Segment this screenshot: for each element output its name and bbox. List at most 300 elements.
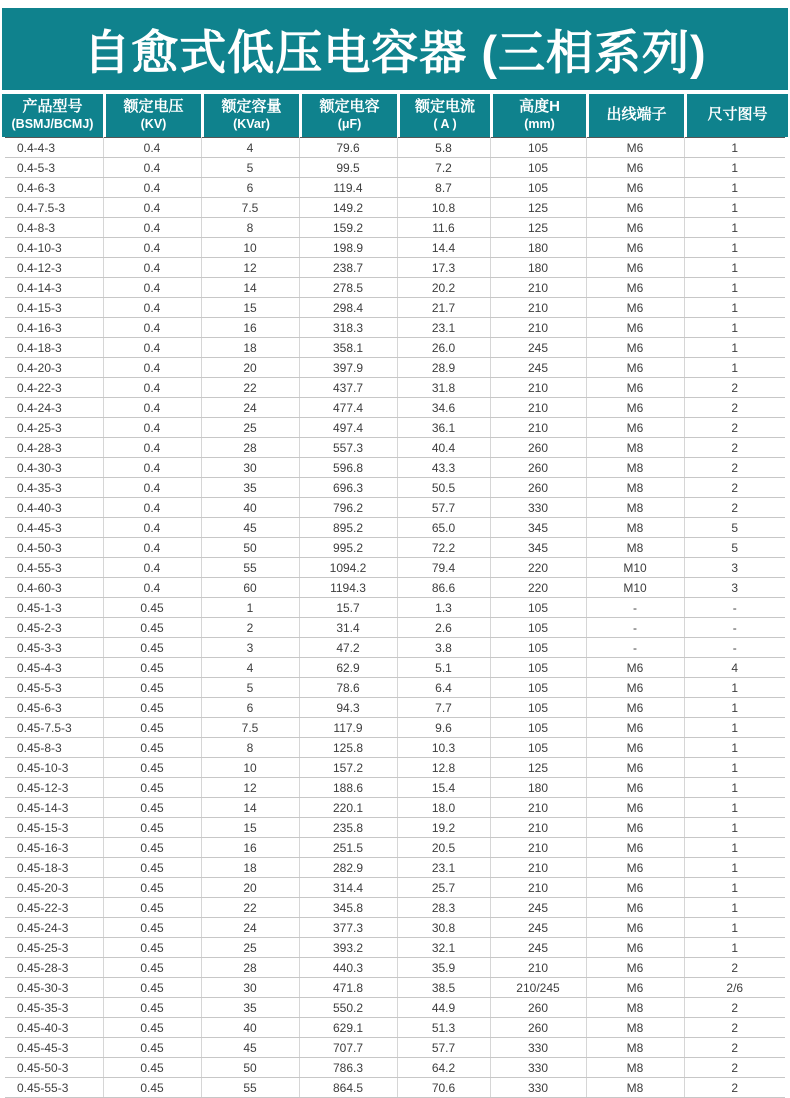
table-row (5, 258, 785, 278)
table-cell-col6: M6 (586, 858, 684, 878)
table-cell-col7: 1 (684, 158, 785, 178)
table-cell-col3: 99.5 (299, 158, 397, 178)
table-cell-col6: M6 (586, 958, 684, 978)
table-cell-col2: 40 (201, 1018, 299, 1038)
table-cell-col6: M8 (586, 538, 684, 558)
table-cell-col2: 15 (201, 298, 299, 318)
table-cell-col5: 210 (490, 418, 586, 438)
table-cell-col3: 497.4 (299, 418, 397, 438)
table-cell-col4: 43.3 (397, 458, 490, 478)
table-cell-col1: 0.45 (103, 618, 201, 638)
table-cell-col5: 210 (490, 298, 586, 318)
table-cell-col3: 298.4 (299, 298, 397, 318)
table-cell-col2: 30 (201, 458, 299, 478)
table-cell-col3: 125.8 (299, 738, 397, 758)
table-cell-col4: 7.2 (397, 158, 490, 178)
table-cell-col7: 1 (684, 338, 785, 358)
column-header-1 (106, 94, 201, 137)
table-cell-col6: M6 (586, 378, 684, 398)
table-row (5, 918, 785, 938)
table-row (5, 818, 785, 838)
table-cell-col2: 24 (201, 918, 299, 938)
table-cell-col0: 0.45-28-3 (5, 958, 103, 978)
table-row (5, 498, 785, 518)
table-cell-col5: 220 (490, 578, 586, 598)
column-header-label: 额定容量 (221, 98, 282, 116)
table-cell-col0: 0.4-16-3 (5, 318, 103, 338)
table-row (5, 298, 785, 318)
table-cell-col3: 707.7 (299, 1038, 397, 1058)
table-cell-col6: M6 (586, 678, 684, 698)
table-row (5, 138, 785, 158)
table-cell-col2: 2 (201, 618, 299, 638)
table-cell-col3: 79.6 (299, 138, 397, 158)
table-cell-col2: 14 (201, 278, 299, 298)
table-cell-col2: 10 (201, 238, 299, 258)
table-cell-col7: 1 (684, 918, 785, 938)
table-row (5, 998, 785, 1018)
table-cell-col0: 0.4-20-3 (5, 358, 103, 378)
table-cell-col5: 105 (490, 738, 586, 758)
table-cell-col5: 105 (490, 718, 586, 738)
table-cell-col4: 18.0 (397, 798, 490, 818)
table-row (5, 758, 785, 778)
table-cell-col7: 1 (684, 198, 785, 218)
table-cell-col6: M6 (586, 238, 684, 258)
table-cell-col7: 1 (684, 838, 785, 858)
table-cell-col3: 550.2 (299, 998, 397, 1018)
table-cell-col3: 440.3 (299, 958, 397, 978)
table-cell-col1: 0.4 (103, 478, 201, 498)
table-cell-col5: 210 (490, 818, 586, 838)
table-cell-col1: 0.4 (103, 378, 201, 398)
table-cell-col6: M6 (586, 818, 684, 838)
table-cell-col5: 260 (490, 458, 586, 478)
table-row (5, 938, 785, 958)
table-cell-col6: M6 (586, 658, 684, 678)
table-cell-col1: 0.4 (103, 258, 201, 278)
table-cell-col4: 31.8 (397, 378, 490, 398)
table-cell-col3: 278.5 (299, 278, 397, 298)
table-cell-col4: 64.2 (397, 1058, 490, 1078)
table-cell-col7: 2 (684, 378, 785, 398)
table-cell-col2: 18 (201, 338, 299, 358)
table-cell-col3: 557.3 (299, 438, 397, 458)
table-cell-col2: 5 (201, 678, 299, 698)
table-cell-col6: M6 (586, 918, 684, 938)
table-cell-col6: M6 (586, 338, 684, 358)
table-cell-col1: 0.4 (103, 458, 201, 478)
table-cell-col1: 0.45 (103, 798, 201, 818)
table-cell-col7: 2 (684, 478, 785, 498)
table-cell-col5: 105 (490, 698, 586, 718)
table-cell-col0: 0.45-6-3 (5, 698, 103, 718)
table-cell-col0: 0.4-5-3 (5, 158, 103, 178)
table-cell-col6: M6 (586, 198, 684, 218)
table-cell-col2: 3 (201, 638, 299, 658)
column-header-label: 高度H (519, 98, 560, 116)
table-cell-col7: 1 (684, 258, 785, 278)
table-cell-col3: 397.9 (299, 358, 397, 378)
table-cell-col2: 30 (201, 978, 299, 998)
table-cell-col7: 4 (684, 658, 785, 678)
table-cell-col0: 0.45-2-3 (5, 618, 103, 638)
table-cell-col0: 0.4-4-3 (5, 138, 103, 158)
table-cell-col4: 5.8 (397, 138, 490, 158)
table-cell-col1: 0.45 (103, 1078, 201, 1098)
table-cell-col0: 0.45-45-3 (5, 1038, 103, 1058)
table-cell-col7: 2 (684, 418, 785, 438)
table-cell-col0: 0.4-30-3 (5, 458, 103, 478)
table-row (5, 878, 785, 898)
table-row (5, 318, 785, 338)
table-cell-col5: 245 (490, 898, 586, 918)
table-cell-col4: 21.7 (397, 298, 490, 318)
table-cell-col3: 282.9 (299, 858, 397, 878)
table-cell-col6: M8 (586, 1078, 684, 1098)
table-cell-col0: 0.4-50-3 (5, 538, 103, 558)
table-cell-col2: 16 (201, 318, 299, 338)
table-cell-col1: 0.4 (103, 158, 201, 178)
table-cell-col3: 117.9 (299, 718, 397, 738)
table-cell-col6: M8 (586, 1038, 684, 1058)
table-cell-col7: 2 (684, 498, 785, 518)
table-cell-col1: 0.45 (103, 758, 201, 778)
table-cell-col5: 105 (490, 158, 586, 178)
table-cell-col4: 30.8 (397, 918, 490, 938)
table-cell-col3: 94.3 (299, 698, 397, 718)
table-cell-col2: 24 (201, 398, 299, 418)
table-cell-col3: 345.8 (299, 898, 397, 918)
table-cell-col6: M10 (586, 578, 684, 598)
table-cell-col6: M6 (586, 178, 684, 198)
table-cell-col4: 57.7 (397, 1038, 490, 1058)
table-row (5, 618, 785, 638)
table-cell-col1: 0.4 (103, 138, 201, 158)
table-cell-col4: 34.6 (397, 398, 490, 418)
table-cell-col0: 0.4-22-3 (5, 378, 103, 398)
table-cell-col4: 36.1 (397, 418, 490, 438)
table-row (5, 518, 785, 538)
table-cell-col4: 12.8 (397, 758, 490, 778)
table-cell-col0: 0.4-8-3 (5, 218, 103, 238)
table-cell-col7: 1 (684, 218, 785, 238)
table-cell-col3: 437.7 (299, 378, 397, 398)
table-cell-col6: M6 (586, 138, 684, 158)
table-cell-col1: 0.45 (103, 678, 201, 698)
table-cell-col0: 0.45-22-3 (5, 898, 103, 918)
table-cell-col7: 2 (684, 1078, 785, 1098)
table-cell-col1: 0.4 (103, 418, 201, 438)
table-cell-col5: 260 (490, 478, 586, 498)
table-cell-col0: 0.45-1-3 (5, 598, 103, 618)
table-cell-col6: M6 (586, 158, 684, 178)
table-cell-col2: 25 (201, 418, 299, 438)
table-cell-col6: M6 (586, 898, 684, 918)
table-cell-col1: 0.4 (103, 358, 201, 378)
table-cell-col2: 22 (201, 898, 299, 918)
table-cell-col2: 28 (201, 958, 299, 978)
table-cell-col0: 0.4-35-3 (5, 478, 103, 498)
table-cell-col1: 0.45 (103, 658, 201, 678)
table-cell-col1: 0.45 (103, 858, 201, 878)
table-row (5, 1078, 785, 1098)
table-cell-col2: 20 (201, 358, 299, 378)
table-cell-col6: M8 (586, 458, 684, 478)
table-row (5, 718, 785, 738)
table-cell-col2: 18 (201, 858, 299, 878)
table-cell-col0: 0.45-15-3 (5, 818, 103, 838)
table-cell-col0: 0.45-30-3 (5, 978, 103, 998)
column-header-unit: (μF) (337, 117, 362, 132)
table-cell-col4: 5.1 (397, 658, 490, 678)
table-cell-col1: 0.45 (103, 598, 201, 618)
table-cell-col0: 0.45-8-3 (5, 738, 103, 758)
column-header-label: 额定电流 (414, 98, 475, 116)
table-cell-col2: 10 (201, 758, 299, 778)
table-cell-col7: 1 (684, 278, 785, 298)
table-cell-col4: 70.6 (397, 1078, 490, 1098)
table-cell-col6: M6 (586, 398, 684, 418)
table-cell-col3: 251.5 (299, 838, 397, 858)
table-cell-col4: 23.1 (397, 858, 490, 878)
table-cell-col7: 1 (684, 298, 785, 318)
table-cell-col2: 7.5 (201, 198, 299, 218)
table-cell-col3: 119.4 (299, 178, 397, 198)
table-cell-col3: 696.3 (299, 478, 397, 498)
table-cell-col6: M6 (586, 838, 684, 858)
table-cell-col6: M6 (586, 798, 684, 818)
table-cell-col4: 35.9 (397, 958, 490, 978)
table-cell-col0: 0.45-55-3 (5, 1078, 103, 1098)
table-row (5, 238, 785, 258)
table-cell-col7: 1 (684, 138, 785, 158)
table-cell-col4: 32.1 (397, 938, 490, 958)
table-cell-col5: 220 (490, 558, 586, 578)
table-cell-col3: 149.2 (299, 198, 397, 218)
table-cell-col2: 6 (201, 698, 299, 718)
table-cell-col4: 2.6 (397, 618, 490, 638)
table-cell-col0: 0.4-14-3 (5, 278, 103, 298)
table-cell-col7: 2 (684, 1058, 785, 1078)
table-cell-col2: 12 (201, 258, 299, 278)
column-header-4 (400, 94, 490, 137)
table-row (5, 838, 785, 858)
table-row (5, 418, 785, 438)
table-cell-col7: 2 (684, 1038, 785, 1058)
column-header-label: 尺寸图号 (707, 106, 768, 124)
column-header-6 (589, 94, 684, 137)
table-cell-col1: 0.45 (103, 838, 201, 858)
table-cell-col6: M6 (586, 278, 684, 298)
table-cell-col5: 210 (490, 878, 586, 898)
table-cell-col5: 210 (490, 378, 586, 398)
table-cell-col5: 210 (490, 858, 586, 878)
table-cell-col0: 0.45-40-3 (5, 1018, 103, 1038)
table-cell-col1: 0.45 (103, 718, 201, 738)
table-cell-col6: M6 (586, 358, 684, 378)
table-cell-col7: 1 (684, 878, 785, 898)
table-cell-col0: 0.4-40-3 (5, 498, 103, 518)
table-cell-col3: 786.3 (299, 1058, 397, 1078)
table-cell-col4: 1.3 (397, 598, 490, 618)
table-cell-col5: 260 (490, 438, 586, 458)
table-cell-col2: 6 (201, 178, 299, 198)
table-cell-col3: 220.1 (299, 798, 397, 818)
table-cell-col1: 0.45 (103, 698, 201, 718)
table-cell-col5: 210 (490, 398, 586, 418)
table-cell-col1: 0.4 (103, 278, 201, 298)
table-row (5, 158, 785, 178)
table-cell-col5: 105 (490, 178, 586, 198)
table-cell-col4: 28.9 (397, 358, 490, 378)
table-cell-col5: 125 (490, 758, 586, 778)
table-cell-col1: 0.45 (103, 918, 201, 938)
table-cell-col0: 0.45-5-3 (5, 678, 103, 698)
table-cell-col7: 1 (684, 738, 785, 758)
table-cell-col0: 0.45-14-3 (5, 798, 103, 818)
table-cell-col2: 5 (201, 158, 299, 178)
table-cell-col4: 9.6 (397, 718, 490, 738)
table-row (5, 638, 785, 658)
table-cell-col0: 0.4-7.5-3 (5, 198, 103, 218)
table-cell-col7: 1 (684, 718, 785, 738)
table-cell-col7: 2 (684, 1018, 785, 1038)
table-cell-col0: 0.45-4-3 (5, 658, 103, 678)
column-header-2 (204, 94, 299, 137)
table-cell-col2: 4 (201, 658, 299, 678)
table-cell-col4: 23.1 (397, 318, 490, 338)
column-header-unit: (mm) (524, 117, 555, 132)
table-cell-col7: 1 (684, 938, 785, 958)
table-cell-col7: 5 (684, 518, 785, 538)
table-cell-col7: 2 (684, 398, 785, 418)
table-row (5, 338, 785, 358)
column-header-label: 出线端子 (606, 106, 667, 124)
table-cell-col0: 0.4-18-3 (5, 338, 103, 358)
table-row (5, 178, 785, 198)
table-cell-col2: 25 (201, 938, 299, 958)
table-cell-col2: 14 (201, 798, 299, 818)
table-cell-col2: 40 (201, 498, 299, 518)
table-cell-col5: 345 (490, 518, 586, 538)
table-cell-col2: 1 (201, 598, 299, 618)
table-cell-col3: 995.2 (299, 538, 397, 558)
table-row (5, 778, 785, 798)
table-cell-col0: 0.4-28-3 (5, 438, 103, 458)
table-cell-col6: M6 (586, 218, 684, 238)
table-row (5, 658, 785, 678)
table-cell-col7: 1 (684, 858, 785, 878)
table-cell-col5: 180 (490, 778, 586, 798)
table-row (5, 438, 785, 458)
table-cell-col4: 72.2 (397, 538, 490, 558)
table-cell-col0: 0.4-25-3 (5, 418, 103, 438)
table-cell-col5: 125 (490, 198, 586, 218)
table-row (5, 478, 785, 498)
table-cell-col1: 0.45 (103, 878, 201, 898)
table-cell-col0: 0.4-55-3 (5, 558, 103, 578)
table-cell-col0: 0.4-24-3 (5, 398, 103, 418)
table-row (5, 958, 785, 978)
table-cell-col7: - (684, 598, 785, 618)
table-cell-col1: 0.4 (103, 558, 201, 578)
table-cell-col2: 55 (201, 1078, 299, 1098)
table-cell-col7: 1 (684, 358, 785, 378)
table-cell-col2: 8 (201, 218, 299, 238)
table-cell-col0: 0.45-3-3 (5, 638, 103, 658)
table-cell-col5: 210/245 (490, 978, 586, 998)
table-cell-col5: 260 (490, 1018, 586, 1038)
column-header-unit: ( A ) (433, 117, 457, 132)
table-cell-col2: 35 (201, 478, 299, 498)
table-cell-col3: 78.6 (299, 678, 397, 698)
table-cell-col3: 358.1 (299, 338, 397, 358)
table-cell-col4: 7.7 (397, 698, 490, 718)
table-cell-col1: 0.45 (103, 738, 201, 758)
table-cell-col4: 17.3 (397, 258, 490, 278)
table-cell-col4: 11.6 (397, 218, 490, 238)
table-cell-col1: 0.4 (103, 238, 201, 258)
table-cell-col5: 330 (490, 1058, 586, 1078)
table-cell-col5: 105 (490, 678, 586, 698)
table-row (5, 218, 785, 238)
table-cell-col3: 796.2 (299, 498, 397, 518)
table-cell-col7: 1 (684, 318, 785, 338)
table-cell-col0: 0.45-25-3 (5, 938, 103, 958)
table-cell-col6: M8 (586, 438, 684, 458)
table-cell-col5: 330 (490, 1078, 586, 1098)
table-cell-col1: 0.4 (103, 538, 201, 558)
table-cell-col7: 5 (684, 538, 785, 558)
table-cell-col0: 0.45-12-3 (5, 778, 103, 798)
table-cell-col2: 60 (201, 578, 299, 598)
table-cell-col0: 0.4-6-3 (5, 178, 103, 198)
column-header-label: 产品型号 (22, 98, 83, 116)
table-cell-col1: 0.4 (103, 398, 201, 418)
table-cell-col3: 157.2 (299, 758, 397, 778)
table-cell-col3: 477.4 (299, 398, 397, 418)
table-cell-col2: 15 (201, 818, 299, 838)
table-cell-col2: 35 (201, 998, 299, 1018)
table-cell-col2: 45 (201, 1038, 299, 1058)
table-cell-col0: 0.4-12-3 (5, 258, 103, 278)
table-cell-col0: 0.4-15-3 (5, 298, 103, 318)
table-cell-col5: 245 (490, 918, 586, 938)
table-cell-col4: 15.4 (397, 778, 490, 798)
table-cell-col4: 44.9 (397, 998, 490, 1018)
table-cell-col7: 1 (684, 818, 785, 838)
table-cell-col4: 65.0 (397, 518, 490, 538)
column-header-0 (2, 94, 103, 137)
table-cell-col6: M8 (586, 498, 684, 518)
table-row (5, 738, 785, 758)
column-header-unit: (BSMJ/BCMJ) (11, 117, 94, 132)
table-cell-col6: M6 (586, 778, 684, 798)
table-row (5, 678, 785, 698)
table-cell-col2: 7.5 (201, 718, 299, 738)
table-row (5, 858, 785, 878)
table-cell-col7: 2 (684, 458, 785, 478)
table-cell-col6: M6 (586, 878, 684, 898)
table-row (5, 978, 785, 998)
table-cell-col2: 16 (201, 838, 299, 858)
table-cell-col5: 105 (490, 638, 586, 658)
column-header-label: 额定电容 (319, 98, 380, 116)
table-cell-col6: M6 (586, 298, 684, 318)
table-cell-col4: 3.8 (397, 638, 490, 658)
table-cell-col4: 10.3 (397, 738, 490, 758)
